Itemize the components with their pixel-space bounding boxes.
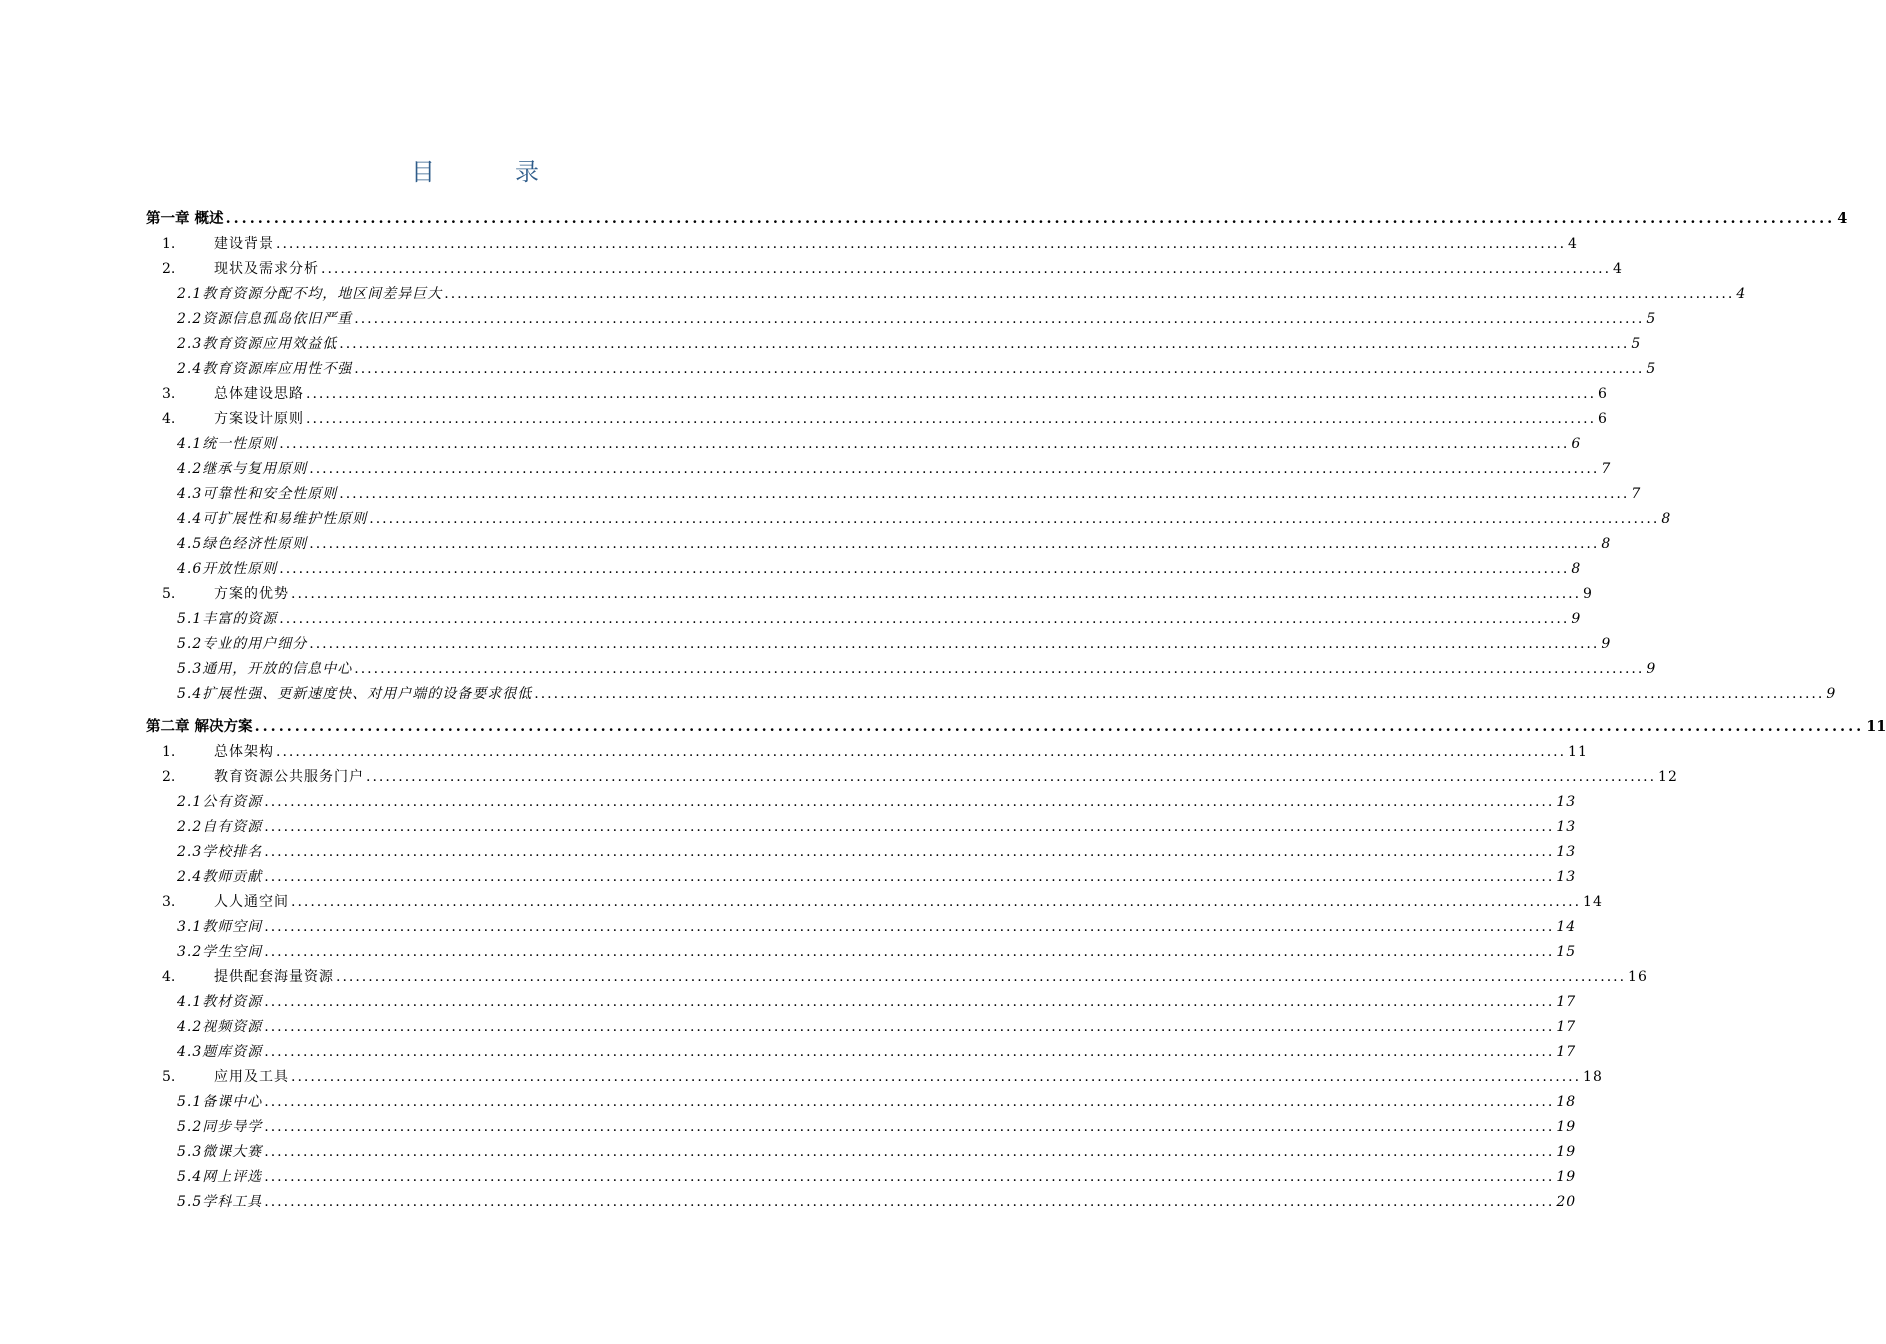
toc-entry-label [177, 866, 262, 888]
toc-subsection[interactable] [177, 1191, 1577, 1213]
toc-entry-text: 教育资源公共服务门户 [214, 769, 364, 785]
toc-entry-label [177, 941, 262, 963]
toc-entry-text: 应用及工具 [214, 1069, 289, 1085]
toc-entry-label [177, 358, 352, 380]
toc-leader-dots: ........................................................................................................................................................................................................ [291, 586, 1582, 602]
toc-subsection[interactable] [177, 433, 1582, 455]
toc-subsection[interactable] [177, 683, 1837, 705]
toc-leader-dots: ........................................................................................................................................................................................................ [339, 486, 1630, 502]
toc-leader-dots: ........................................................................................................................................................................................................ [279, 561, 1570, 577]
toc-entry-label [177, 791, 262, 813]
toc-section[interactable] [162, 233, 1578, 255]
toc-leader-dots: ........................................................................................................................................................................................................ [254, 718, 1865, 735]
toc-page-number: 9 [1601, 636, 1612, 652]
toc-entry-text: 4.1统一性原则 [177, 436, 278, 452]
toc-entry-label [162, 583, 289, 605]
toc-entry-text: 5.4扩展性强、更新速度快、对用户端的设备要求很低 [177, 686, 533, 702]
toc-leader-dots: ........................................................................................................................................................................................................ [534, 686, 1825, 702]
toc-entry-label [177, 433, 277, 455]
toc-page-number: 7 [1631, 486, 1642, 502]
toc-entry-text: 5.1备课中心 [177, 1094, 263, 1110]
toc-entry-label [146, 208, 224, 230]
toc-entry-number: 4. [162, 969, 176, 985]
toc-entry-text: 4.5绿色经济性原则 [177, 536, 308, 552]
toc-entry-text: 2.2自有资源 [177, 819, 263, 835]
toc-leader-dots: ........................................................................................................................................................................................................ [306, 386, 1597, 402]
toc-leader-dots: ........................................................................................................................................................................................................ [291, 894, 1582, 910]
toc-page-number: 9 [1826, 686, 1837, 702]
toc-section[interactable] [162, 408, 1608, 430]
toc-subsection[interactable] [177, 1041, 1577, 1063]
toc-page-number: 20 [1556, 1194, 1577, 1210]
toc-leader-dots: ........................................................................................................................................................................................................ [276, 236, 1567, 252]
toc-section[interactable] [162, 258, 1623, 280]
toc-entry-label [177, 1041, 262, 1063]
toc-leader-dots: ........................................................................................................................................................................................................ [264, 1144, 1555, 1160]
toc-page-number: 17 [1556, 994, 1577, 1010]
toc-entry-text: 4.6开放性原则 [177, 561, 278, 577]
toc-page-number: 11 [1568, 744, 1588, 760]
toc-entry-text: 4.4可扩展性和易维护性原则 [177, 511, 368, 527]
toc-page-number: 17 [1556, 1044, 1577, 1060]
toc-page-number: 11 [1866, 718, 1886, 735]
toc-entry-text: 2.4教育资源库应用性不强 [177, 361, 353, 377]
toc-subsection[interactable] [177, 991, 1577, 1013]
toc-page-number: 13 [1556, 819, 1577, 835]
toc-subsection[interactable] [177, 633, 1612, 655]
toc-entry-text: 5.3微课大赛 [177, 1144, 263, 1160]
toc-subsection[interactable] [177, 558, 1582, 580]
toc-entry-text: 5.2同步导学 [177, 1119, 263, 1135]
toc-page-number: 19 [1556, 1144, 1577, 1160]
toc-page-number: 14 [1556, 919, 1577, 935]
toc-entry-label [177, 658, 352, 680]
toc-page-number: 4 [1613, 261, 1623, 277]
toc-section[interactable] [162, 891, 1603, 913]
toc-page-number: 4 [1736, 286, 1747, 302]
toc-entry-text: 3.2学生空间 [177, 944, 263, 960]
toc-entry-label [177, 333, 337, 355]
toc-entry-label [162, 233, 274, 255]
toc-subsection[interactable] [177, 508, 1672, 530]
toc-entry-label [162, 1066, 289, 1088]
toc-entry-text: 5.2专业的用户细分 [177, 636, 308, 652]
toc-page-number: 18 [1556, 1094, 1577, 1110]
toc-leader-dots: ........................................................................................................................................................................................................ [279, 611, 1570, 627]
toc-chapter[interactable] [146, 208, 1848, 230]
toc-entry-label [162, 258, 319, 280]
toc-entry-label [177, 1191, 262, 1213]
toc-entry-number: 2. [162, 769, 176, 785]
toc-leader-dots: ........................................................................................................................................................................................................ [264, 1094, 1555, 1110]
toc-subsection[interactable] [177, 1166, 1577, 1188]
toc-entry-label [177, 1016, 262, 1038]
toc-page-number: 5 [1631, 336, 1642, 352]
toc-entry-text: 总体建设思路 [214, 386, 304, 402]
toc-page-number: 4 [1837, 210, 1848, 227]
toc-entry-number: 3. [162, 894, 176, 910]
toc-leader-dots: ........................................................................................................................................................................................................ [264, 944, 1555, 960]
toc-entry-label [162, 966, 334, 988]
toc-entry-text: 4.3可靠性和安全性原则 [177, 486, 338, 502]
toc-entry-text: 方案的优势 [214, 586, 289, 602]
toc-leader-dots: ........................................................................................................................................................................................................ [264, 1119, 1555, 1135]
toc-section[interactable] [162, 1066, 1603, 1088]
toc-entry-text: 提供配套海量资源 [214, 969, 334, 985]
toc-entry-label [177, 533, 307, 555]
toc-subsection[interactable] [177, 1091, 1577, 1113]
toc-entry-number: 3. [162, 386, 176, 402]
toc-page-number: 8 [1601, 536, 1612, 552]
toc-entry-label [162, 891, 289, 913]
toc-subsection[interactable] [177, 941, 1577, 963]
toc-leader-dots: ........................................................................................................................................................................................................ [309, 636, 1600, 652]
toc-subsection[interactable] [177, 283, 1747, 305]
toc-entry-text: 2.1公有资源 [177, 794, 263, 810]
toc-entry-text: 5.1丰富的资源 [177, 611, 278, 627]
toc-entry-label [177, 508, 367, 530]
toc-entry-label [177, 1116, 262, 1138]
toc-page-number: 6 [1598, 411, 1608, 427]
toc-entry-label [162, 741, 274, 763]
toc-leader-dots: ........................................................................................................................................................................................................ [444, 286, 1735, 302]
toc-subsection[interactable] [177, 791, 1577, 813]
toc-entry-label [177, 816, 262, 838]
toc-entry-label [177, 916, 262, 938]
toc-page-number: 8 [1661, 511, 1672, 527]
toc-page-number: 14 [1583, 894, 1603, 910]
toc-entry-text: 4.2继承与复用原则 [177, 461, 308, 477]
toc-subsection[interactable] [177, 608, 1582, 630]
toc-entry-text: 总体架构 [214, 744, 274, 760]
toc-entry-label [177, 308, 352, 330]
toc-page-number: 15 [1556, 944, 1577, 960]
toc-page-number: 9 [1646, 661, 1657, 677]
toc-entry-text: 4.2视频资源 [177, 1019, 263, 1035]
toc-subsection[interactable] [177, 866, 1577, 888]
toc-subsection[interactable] [177, 816, 1577, 838]
toc-entry-text: 4.1教材资源 [177, 994, 263, 1010]
toc-page-number: 17 [1556, 1019, 1577, 1035]
toc-leader-dots: ........................................................................................................................................................................................................ [354, 661, 1645, 677]
toc-subsection[interactable] [177, 533, 1612, 555]
toc-entry-text: 人人通空间 [214, 894, 289, 910]
toc-entry-text: 5.5学科工具 [177, 1194, 263, 1210]
toc-section[interactable] [162, 583, 1593, 605]
toc-leader-dots: ........................................................................................................................................................................................................ [264, 1194, 1555, 1210]
toc-entry-label [177, 1091, 262, 1113]
toc-leader-dots: ........................................................................................................................................................................................................ [276, 744, 1567, 760]
toc-page-number: 4 [1568, 236, 1578, 252]
toc-leader-dots: ........................................................................................................................................................................................................ [264, 1044, 1555, 1060]
toc-section[interactable] [162, 383, 1608, 405]
toc-entry-label [162, 408, 304, 430]
toc-entry-label [177, 458, 307, 480]
toc-page-number: 19 [1556, 1169, 1577, 1185]
toc-page-number: 5 [1646, 311, 1657, 327]
toc-page-number: 6 [1571, 436, 1582, 452]
toc-leader-dots: ........................................................................................................................................................................................................ [225, 210, 1836, 227]
toc-page-number: 13 [1556, 844, 1577, 860]
toc-page-number: 5 [1646, 361, 1657, 377]
toc-page-number: 12 [1658, 769, 1678, 785]
toc-entry-text: 第一章 概述 [146, 210, 224, 227]
toc-page-number: 13 [1556, 794, 1577, 810]
toc-entry-text: 5.4网上评选 [177, 1169, 263, 1185]
toc-entry-number: 5. [162, 1069, 176, 1085]
page-title: 目 录 [411, 158, 567, 186]
toc-entry-text: 第二章 解决方案 [146, 718, 253, 735]
toc-leader-dots: ........................................................................................................................................................................................................ [279, 436, 1570, 452]
toc-leader-dots: ........................................................................................................................................................................................................ [366, 769, 1657, 785]
toc-entry-label [177, 633, 307, 655]
toc-leader-dots: ........................................................................................................................................................................................................ [309, 461, 1600, 477]
toc-subsection[interactable] [177, 1016, 1577, 1038]
toc-subsection[interactable] [177, 483, 1642, 505]
toc-page-number: 13 [1556, 869, 1577, 885]
toc-entry-text: 2.3学校排名 [177, 844, 263, 860]
toc-entry-number: 1. [162, 744, 176, 760]
toc-leader-dots: ........................................................................................................................................................................................................ [309, 536, 1600, 552]
toc-entry-label [177, 283, 442, 305]
toc-leader-dots: ........................................................................................................................................................................................................ [336, 969, 1627, 985]
toc-entry-text: 方案设计原则 [214, 411, 304, 427]
toc-subsection[interactable] [177, 308, 1657, 330]
toc-subsection[interactable] [177, 658, 1657, 680]
toc-page-number: 18 [1583, 1069, 1603, 1085]
toc-subsection[interactable] [177, 1141, 1577, 1163]
toc-entry-number: 4. [162, 411, 176, 427]
toc-entry-text: 3.1教师空间 [177, 919, 263, 935]
toc-page-number: 7 [1601, 461, 1612, 477]
toc-leader-dots: ........................................................................................................................................................................................................ [291, 1069, 1582, 1085]
toc-entry-text: 4.3题库资源 [177, 1044, 263, 1060]
toc-leader-dots: ........................................................................................................................................................................................................ [321, 261, 1612, 277]
toc-section[interactable] [162, 766, 1678, 788]
toc-entry-label [177, 483, 337, 505]
toc-leader-dots: ........................................................................................................................................................................................................ [264, 919, 1555, 935]
toc-entry-label [162, 383, 304, 405]
toc-page-number: 19 [1556, 1119, 1577, 1135]
toc-entry-number: 2. [162, 261, 176, 277]
toc-leader-dots: ........................................................................................................................................................................................................ [369, 511, 1660, 527]
toc-leader-dots: ........................................................................................................................................................................................................ [264, 1019, 1555, 1035]
toc-leader-dots: ........................................................................................................................................................................................................ [354, 311, 1645, 327]
toc-subsection[interactable] [177, 916, 1577, 938]
toc-entry-text: 2.2资源信息孤岛依旧严重 [177, 311, 353, 327]
toc-entry-label [177, 1166, 262, 1188]
toc-page-number: 8 [1571, 561, 1582, 577]
toc-leader-dots: ........................................................................................................................................................................................................ [354, 361, 1645, 377]
toc-page-number: 16 [1628, 969, 1648, 985]
toc-entry-label [177, 608, 277, 630]
toc-entry-label [177, 1141, 262, 1163]
toc-subsection[interactable] [177, 1116, 1577, 1138]
toc-entry-text: 现状及需求分析 [214, 261, 319, 277]
toc-leader-dots: ........................................................................................................................................................................................................ [264, 869, 1555, 885]
toc-section[interactable] [162, 966, 1648, 988]
toc-entry-text: 5.3通用，开放的信息中心 [177, 661, 353, 677]
toc-leader-dots: ........................................................................................................................................................................................................ [264, 994, 1555, 1010]
toc-entry-text: 2.3教育资源应用效益低 [177, 336, 338, 352]
toc-subsection[interactable] [177, 458, 1612, 480]
toc-subsection[interactable] [177, 358, 1657, 380]
toc-subsection[interactable] [177, 333, 1642, 355]
toc-entry-number: 1. [162, 236, 176, 252]
toc-leader-dots: ........................................................................................................................................................................................................ [306, 411, 1597, 427]
toc-leader-dots: ........................................................................................................................................................................................................ [264, 819, 1555, 835]
toc-subsection[interactable] [177, 841, 1577, 863]
toc-entry-label [162, 766, 364, 788]
toc-leader-dots: ........................................................................................................................................................................................................ [264, 844, 1555, 860]
toc-page-number: 6 [1598, 386, 1608, 402]
toc-entry-label [177, 841, 262, 863]
toc-entry-label [177, 558, 277, 580]
toc-section[interactable] [162, 741, 1588, 763]
toc-page-number: 9 [1583, 586, 1593, 602]
toc-entry-label [177, 683, 532, 705]
toc-entry-text: 建设背景 [214, 236, 274, 252]
toc-leader-dots: ........................................................................................................................................................................................................ [264, 1169, 1555, 1185]
toc-entry-number: 5. [162, 586, 176, 602]
toc-leader-dots: ........................................................................................................................................................................................................ [264, 794, 1555, 810]
toc-page-number: 9 [1571, 611, 1582, 627]
toc-chapter[interactable] [146, 716, 1886, 738]
toc-entry-label [177, 991, 262, 1013]
toc-leader-dots: ........................................................................................................................................................................................................ [339, 336, 1630, 352]
toc-entry-text: 2.4教师贡献 [177, 869, 263, 885]
toc-entry-text: 2.1教育资源分配不均，地区间差异巨大 [177, 286, 443, 302]
toc-entry-label [146, 716, 253, 738]
